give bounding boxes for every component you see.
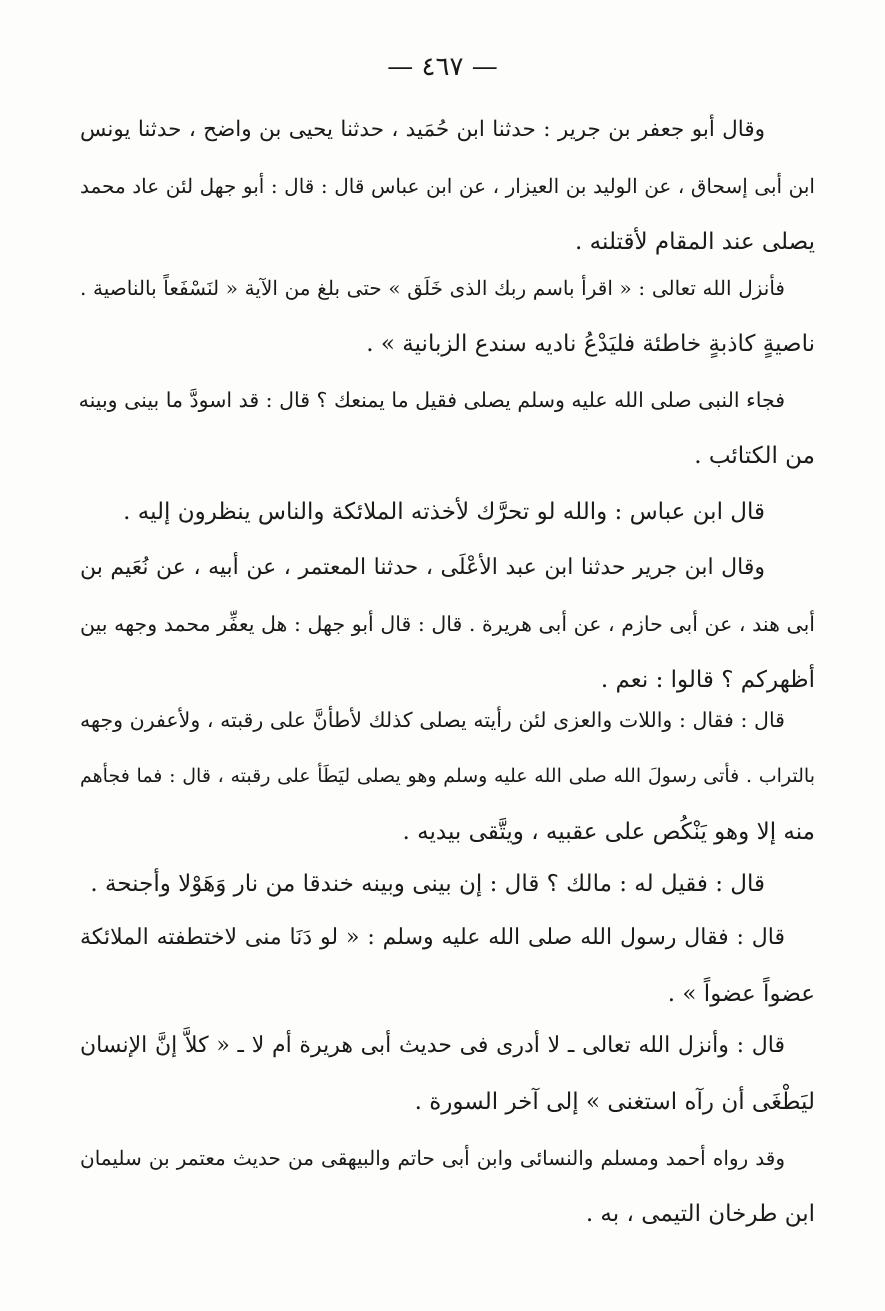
paragraph-6 xyxy=(80,692,815,860)
paragraph-7 xyxy=(80,856,815,912)
paragraph-line: وقد رواه أحمد ومسلم والنسائى وابن أبى حاتم والبيهقى من حديث معتمر بن سليمان xyxy=(80,1146,785,1170)
paragraph-line: وقال ابن جرير حدثنا ابن عبد الأعْلَى ، حدثنا المعتمر ، عن أبيه ، عن نُعَيم بن xyxy=(80,555,765,580)
paragraph-line: قال ابن عباس : والله لو تحرَّك لأخذته الملائكة والناس ينظرون إليه . xyxy=(123,499,765,525)
paragraph-line: يصلى عند المقام لأقتلنه . xyxy=(575,229,815,255)
paragraph-4 xyxy=(80,484,815,540)
paragraph-1 xyxy=(80,102,815,270)
paragraph-line: ابن طرخان التيمى ، به . xyxy=(585,1201,815,1227)
paragraph-line: وقال أبو جعفر بن جرير : حدثنا ابن حُمَيد ، حدثنا يحيى بن واضح ، حدثنا يونس xyxy=(80,117,765,142)
paragraph-line: ابن أبى إسحاق ، عن الوليد بن العيزار ، عن ابن عباس قال : قال : أبو جهل لئن عاد محمد xyxy=(80,174,815,198)
paragraph-line: ليَطْغَى أن رآه استغنى » إلى آخر السورة . xyxy=(414,1089,815,1115)
paragraph-line: أظهركم ؟ قالوا : نعم . xyxy=(600,667,815,693)
paragraph-2 xyxy=(80,260,815,372)
paragraph-line: فجاء النبى صلى الله عليه وسلم يصلى فقيل ما يمنعك ؟ قال : قد اسودَّ ما بينى وبينه xyxy=(78,388,785,412)
paragraph-line: قال : فقيل له : مالك ؟ قال : إن بينى وبينه خندقا من نار وَهَوْلا وأجنحة . xyxy=(90,871,765,897)
paragraph-line: بالتراب . فأتى رسولَ الله صلى الله عليه وسلم وهو يصلى ليَطَأ على رقبته ، قال : فما فجأهم xyxy=(80,765,815,787)
paragraph-line: أبى هند ، عن أبى حازم ، عن أبى هريرة . قال : قال أبو جهل : هل يعفِّر محمد وجهه بين xyxy=(80,612,815,636)
paragraph-3 xyxy=(80,372,815,484)
paragraph-line: فأنزل الله تعالى : « اقرأ باسم ربك الذى خَلَق » حتى بلغ من الآية « لنَسْفَعاً بالناصية . xyxy=(80,276,785,300)
page-number: — ٤٦٧ — xyxy=(387,52,498,82)
paragraph-8 xyxy=(80,910,815,1022)
paragraph-5 xyxy=(80,540,815,708)
paragraph-line: قال : فقال : واللات والعزى لئن رأيته يصلى كذلك لأطأنَّ على رقبته ، ولأعفرن وجهه xyxy=(80,708,785,732)
paragraph-10 xyxy=(80,1130,815,1242)
paragraph-line: قال : فقال رسول الله صلى الله عليه وسلم : « لو دَنَا منى لاختطفته الملائكة xyxy=(80,925,785,950)
paragraph-line: من الكتائب . xyxy=(694,443,815,469)
paragraph-line: قال : وأنزل الله تعالى ـ لا أدرى فى حديث أبى هريرة أم لا ـ « كلاَّ إنَّ الإنسان xyxy=(80,1033,785,1058)
paragraph-9 xyxy=(80,1018,815,1130)
paragraph-line: منه إلا وهو يَنْكُص على عقبيه ، ويتَّقى بيديه . xyxy=(402,819,815,845)
paragraph-line: ناصيةٍ كاذبةٍ خاطئة فليَدْعُ ناديه سندع الزبانية » . xyxy=(366,331,815,357)
paragraph-line: عضواً عضواً » . xyxy=(667,981,815,1007)
